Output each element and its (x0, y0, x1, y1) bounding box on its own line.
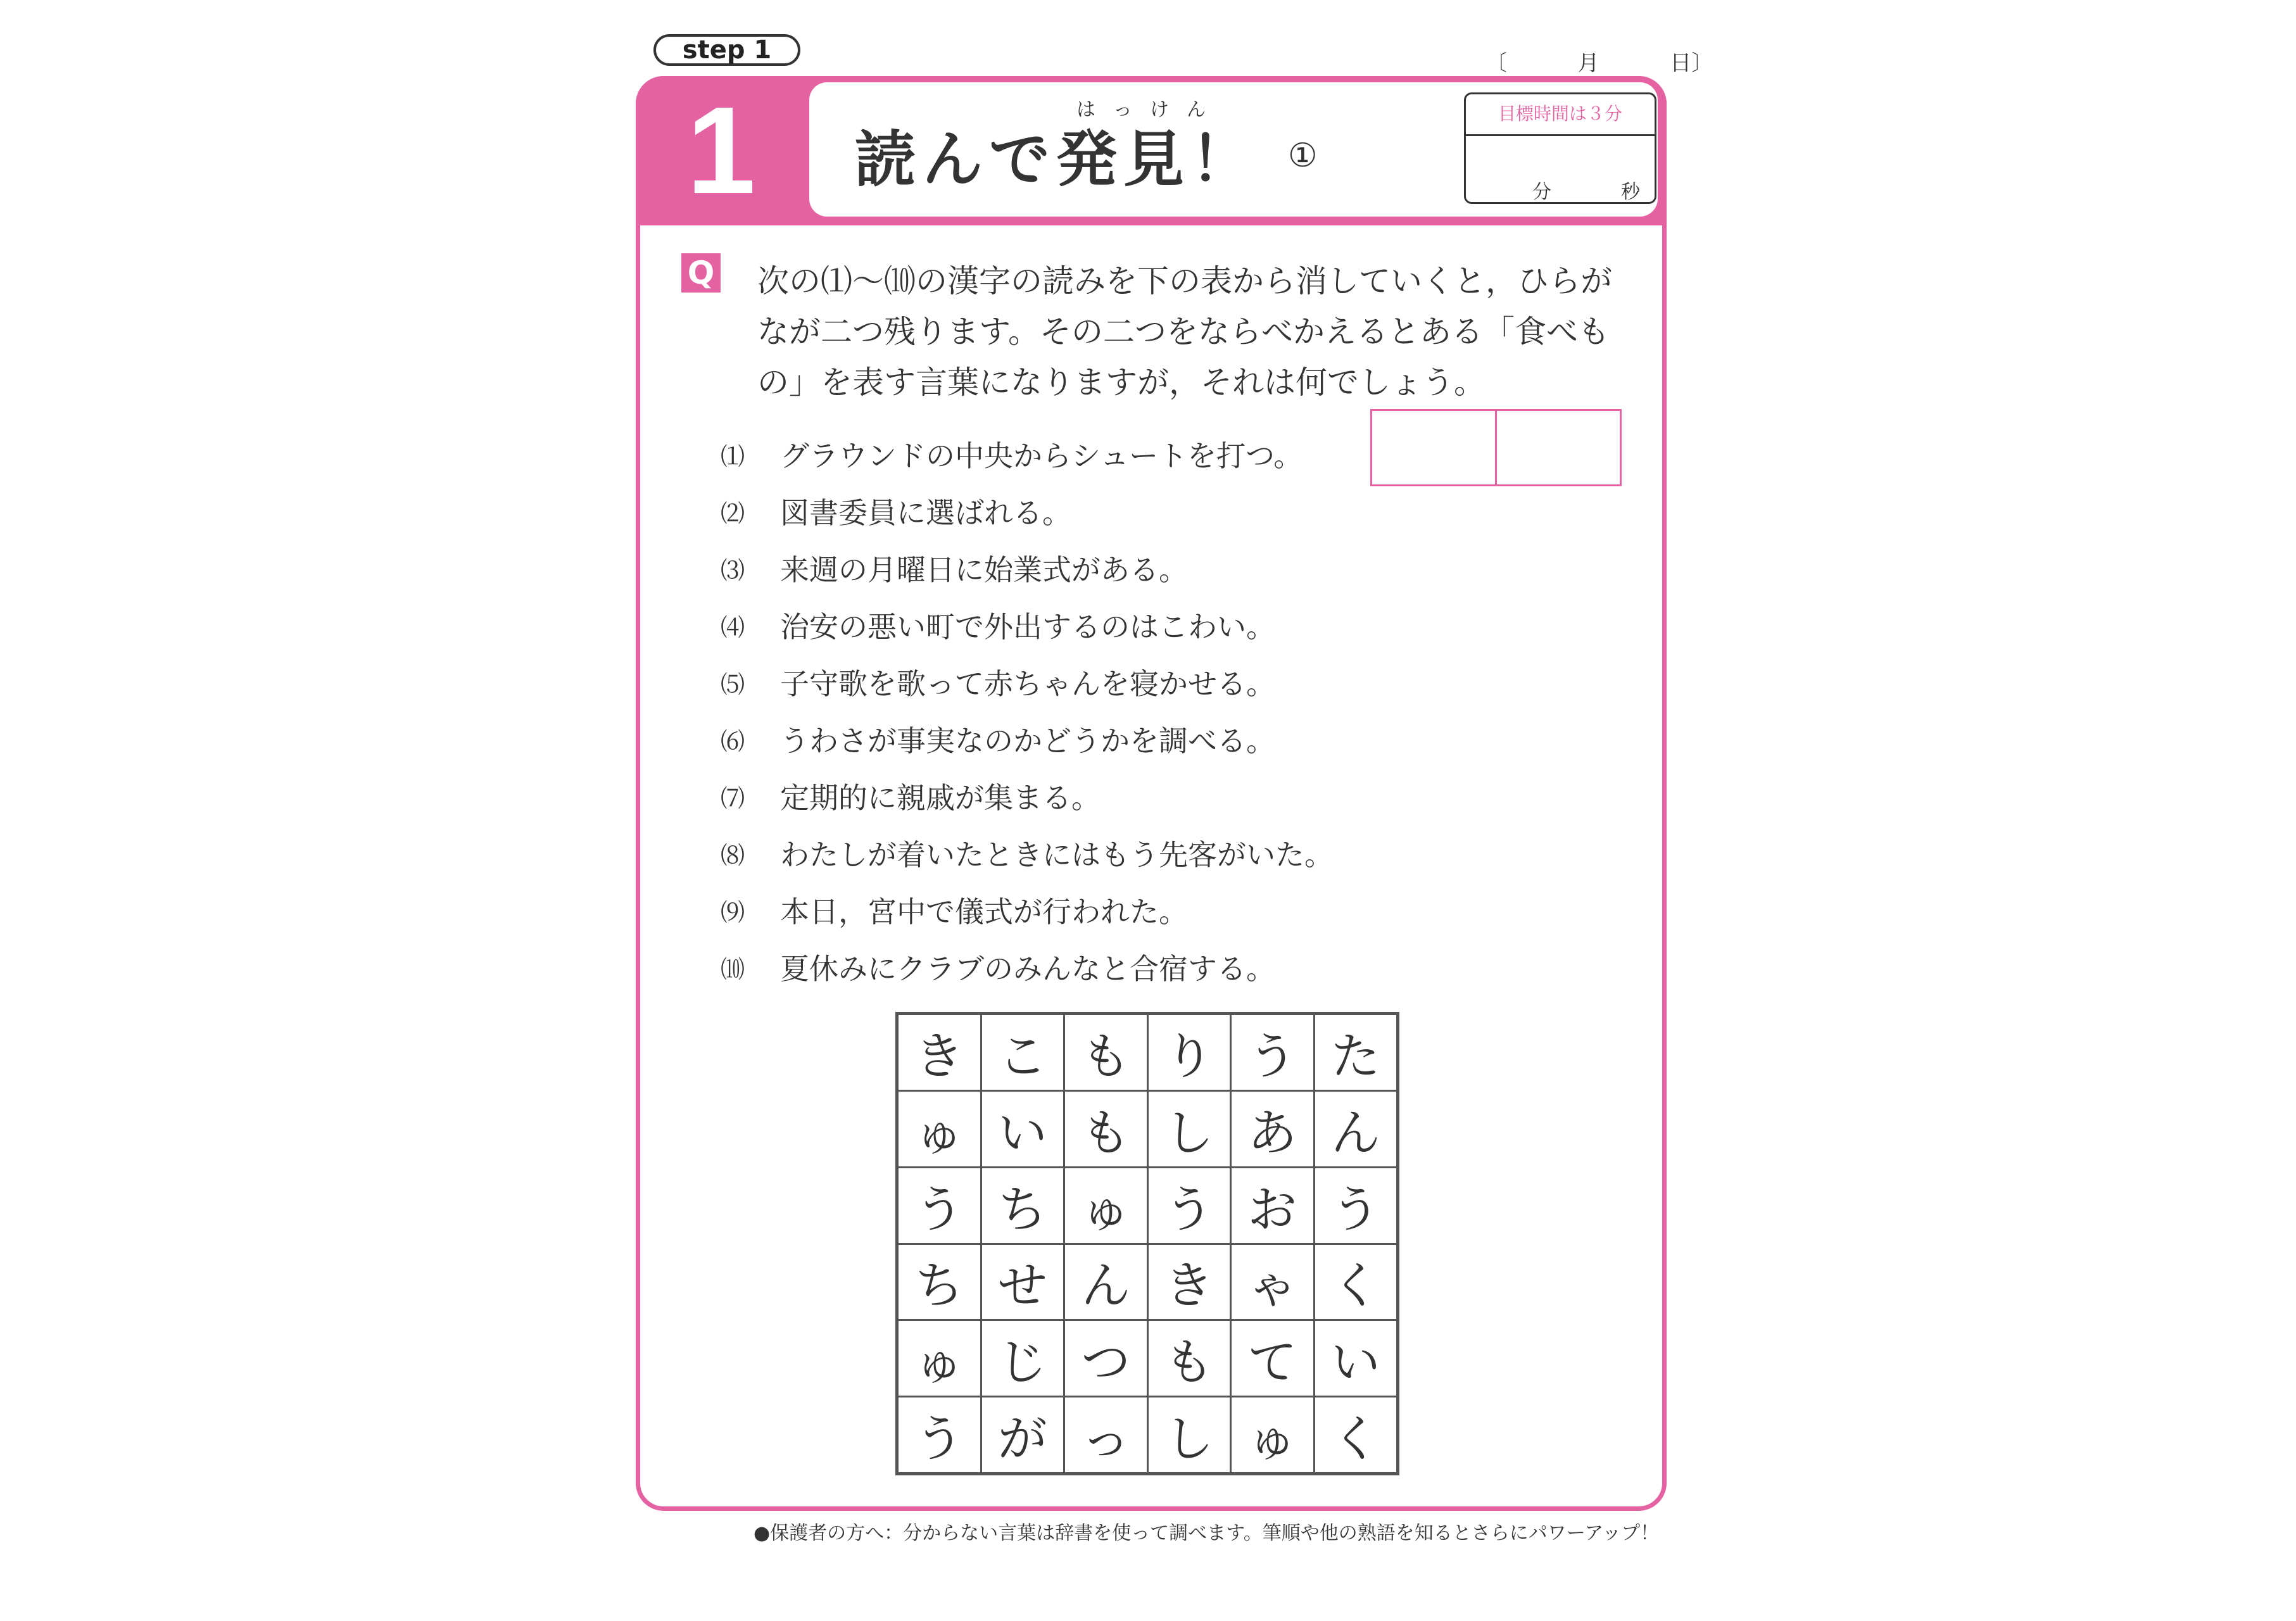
item-text: 本日，宮中で儀式が行われた。 (780, 895, 1188, 929)
grid-cell[interactable]: ち (899, 1245, 980, 1320)
date-field (1485, 46, 1713, 77)
item-number: ⑻ (721, 842, 745, 869)
grid-cell[interactable]: ん (1315, 1092, 1397, 1166)
grid-cell[interactable]: っ (1065, 1397, 1147, 1472)
date-day-label: 日〕 (1670, 51, 1713, 76)
grid-cell[interactable]: い (982, 1092, 1064, 1166)
grid-cell[interactable]: て (1232, 1321, 1313, 1396)
parent-note: ●保護者の方へ：分からない言葉は辞書を使って調べます。筆順や他の熟語を知るとさらにパワーアップ！ (754, 1522, 1660, 1544)
grid-cell[interactable]: し (1149, 1092, 1230, 1166)
item-number: ⑶ (721, 557, 745, 584)
date-open-bracket: 〔 (1485, 51, 1507, 76)
page-title: 読んで発見！ (855, 124, 1258, 195)
grid-cell[interactable]: も (1065, 1015, 1147, 1090)
grid-cell[interactable]: う (1315, 1168, 1397, 1243)
answer-box-2[interactable] (1495, 409, 1622, 486)
grid-cell[interactable]: ち (982, 1168, 1064, 1243)
grid-cell[interactable]: く (1315, 1397, 1397, 1472)
grid-cell[interactable]: た (1315, 1015, 1397, 1090)
grid-cell[interactable]: も (1149, 1321, 1230, 1396)
exercise-number: 1 (686, 81, 756, 220)
grid-cell[interactable]: ゅ (899, 1321, 980, 1396)
question-line: 次の⑴〜⑽の漢字の読みを下の表から消していくと，ひらが (757, 263, 1612, 300)
grid-cell[interactable]: う (899, 1168, 980, 1243)
answer-box-1[interactable] (1370, 409, 1497, 486)
date-month-label: 月 (1577, 51, 1599, 76)
item-number: ⑵ (721, 500, 745, 527)
item-text: 夏休みにクラブのみんなと合宿する。 (780, 952, 1275, 986)
grid-cell[interactable]: う (899, 1397, 980, 1472)
grid-cell[interactable]: じ (982, 1321, 1064, 1396)
timer-minutes-label: 分 (1532, 181, 1551, 203)
grid-cell[interactable]: が (982, 1397, 1064, 1472)
timer-label: 目標時間は３分 (1498, 103, 1622, 124)
item-text: 図書委員に選ばれる。 (780, 496, 1071, 530)
item-number: ⑷ (721, 614, 745, 641)
question-line: なが二つ残ります。その二つをならべかえるとある「食べも (757, 313, 1610, 350)
grid-cell[interactable]: き (1149, 1245, 1230, 1320)
timer-divider (1464, 134, 1656, 136)
item-text: 定期的に親戚が集まる。 (780, 781, 1101, 815)
title-ruby: はっけん (1076, 99, 1223, 121)
kana-grid (895, 1012, 1399, 1475)
grid-cell[interactable]: く (1315, 1245, 1397, 1320)
grid-cell[interactable]: ゅ (899, 1092, 980, 1166)
grid-cell[interactable]: し (1149, 1397, 1230, 1472)
grid-cell[interactable]: も (1065, 1092, 1147, 1166)
grid-cell[interactable]: ゅ (1232, 1397, 1313, 1472)
item-number: ⑼ (721, 899, 745, 926)
item-number: ⑴ (721, 443, 745, 470)
step-badge: step 1 (653, 34, 800, 66)
grid-cell[interactable]: う (1149, 1168, 1230, 1243)
grid-cell[interactable]: き (899, 1015, 980, 1090)
item-text: わたしが着いたときにはもう先客がいた。 (780, 838, 1334, 872)
item-text: 子守歌を歌って赤ちゃんを寝かせる。 (780, 667, 1275, 701)
item-number: ⑹ (721, 728, 745, 755)
item-text: 来週の月曜日に始業式がある。 (780, 553, 1188, 587)
grid-cell[interactable]: つ (1065, 1321, 1147, 1396)
grid-cell[interactable]: り (1149, 1015, 1230, 1090)
item-number: ⑸ (721, 671, 745, 698)
timer-seconds-label: 秒 (1621, 181, 1640, 203)
grid-cell[interactable]: い (1315, 1321, 1397, 1396)
grid-cell[interactable]: あ (1232, 1092, 1313, 1166)
grid-cell[interactable]: せ (982, 1245, 1064, 1320)
item-number: ⑽ (721, 956, 745, 983)
item-text: グラウンドの中央からシュートを打つ。 (780, 439, 1303, 473)
question-badge: Q (681, 253, 721, 293)
title-suffix: ① (1288, 137, 1318, 175)
grid-cell[interactable]: う (1232, 1015, 1313, 1090)
item-text: うわさが事実なのかどうかを調べる。 (780, 724, 1275, 758)
grid-cell[interactable]: ん (1065, 1245, 1147, 1320)
grid-cell[interactable]: ゃ (1232, 1245, 1313, 1320)
grid-cell[interactable]: こ (982, 1015, 1064, 1090)
grid-cell[interactable]: ゅ (1065, 1168, 1147, 1243)
item-number: ⑺ (721, 785, 745, 812)
question-line: の」を表す言葉になりますが，それは何でしょう。 (757, 364, 1485, 401)
grid-cell[interactable]: お (1232, 1168, 1313, 1243)
item-text: 治安の悪い町で外出するのはこわい。 (780, 610, 1275, 644)
